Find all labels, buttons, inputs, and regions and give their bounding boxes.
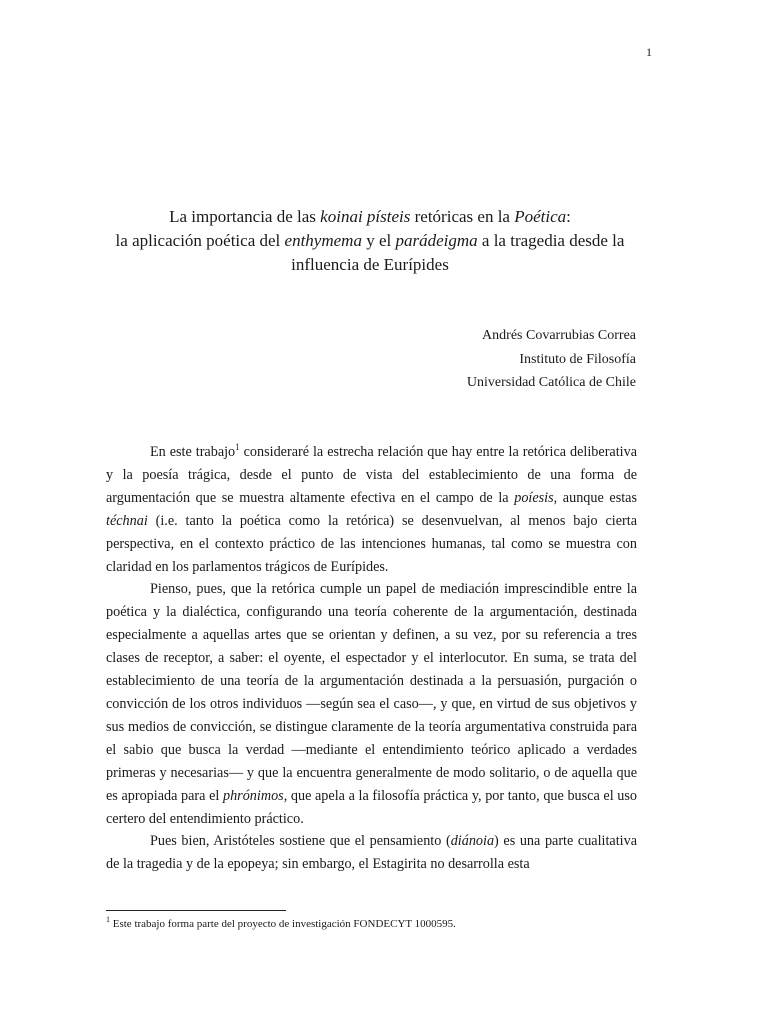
paragraph-1 bbox=[106, 441, 637, 578]
italic-term: phrónimos bbox=[222, 787, 284, 804]
footnote-text: Este trabajo forma parte del proyecto de investigación FONDECYT 1000595. bbox=[110, 918, 456, 930]
title-italic: parádeigma bbox=[395, 231, 478, 250]
page-number: 1 bbox=[646, 45, 652, 59]
document-title bbox=[100, 205, 640, 277]
title-text: La importancia de las bbox=[169, 207, 321, 226]
footnote-divider bbox=[106, 910, 286, 911]
italic-term: diánoia bbox=[450, 833, 495, 850]
footnote-ref: 1 bbox=[235, 442, 240, 452]
text-run: (i.e. tanto la poética como la retórica) se desenvuelvan, al menos bajo cierta perspectiva, en el contexto práctico de las intenciones humanas, tal como se muestra con claridad en los parlamentos trágicos de Eurípides. bbox=[106, 512, 637, 575]
title-italic: enthymema bbox=[284, 231, 362, 250]
title-italic: koinai písteis bbox=[320, 207, 411, 226]
italic-term: poíesis bbox=[514, 489, 554, 506]
text-run: En este trabajo bbox=[150, 444, 236, 460]
text-run: consideraré la estrecha relación que hay entre la retórica deliberativa y la poesía trágica, desde el punto de vista del establecimiento de una forma de argumentación que se muestra altamente efectiva en el campo de la bbox=[106, 444, 637, 506]
author-block bbox=[360, 324, 636, 395]
footnote bbox=[106, 916, 637, 932]
title-text: : bbox=[566, 207, 571, 226]
title-italic: Poética bbox=[514, 207, 567, 226]
author-name: Andrés Covarrubias Correa bbox=[482, 328, 636, 343]
author-university: Universidad Católica de Chile bbox=[466, 375, 636, 390]
text-run: Pienso, pues, que la retórica cumple un papel de mediación imprescindible entre la poética y la dialéctica, configurando una teoría coherente de la argumentación, destinada especialmente a aquellas artes que se orientan y definen, a su vez, por su referencia a tres clases de receptor, a saber: el oyente, el espectador y el interlocutor. En suma, se trata del establecimiento de una teoría de la argumentación destinada a la persuasión, purgación o convicción de los otros individuos —según sea el caso—, y que, en virtud de sus objetivos y sus medios de convicción, se distingue claramente de la teoría argumentativa construida para el sabio que busca la verdad —mediante el entendimiento teórico aplicado a verdades primeras y necesarias— y que la encuentra generalmente de modo solitario, o de aquella que es apropiada para el bbox=[106, 581, 637, 804]
paragraph-2 bbox=[106, 578, 637, 830]
text-run: Pues bien, Aristóteles sostiene que el pensamiento ( bbox=[150, 833, 451, 850]
text-run: , aunque estas bbox=[553, 489, 637, 506]
italic-term: téchnai bbox=[106, 512, 148, 529]
title-text: la aplicación poética del bbox=[115, 231, 285, 250]
paragraph-3 bbox=[106, 830, 637, 876]
author-institute: Instituto de Filosofía bbox=[519, 351, 636, 367]
title-text: retóricas en la bbox=[410, 207, 515, 226]
body-text bbox=[106, 441, 637, 876]
text-run: ) es una parte cualitativa de la tragedia y de la epopeya; sin embargo, el Estagirita no desarrolla esta bbox=[106, 833, 638, 873]
title-text: a la tragedia desde la influencia de Eurípides bbox=[291, 231, 625, 274]
footnote-mark: 1 bbox=[106, 915, 110, 924]
title-text: y el bbox=[361, 231, 396, 250]
text-run: , que apela a la filosofía práctica y, por tanto, que busca el uso certero del entendimiento práctico. bbox=[106, 787, 637, 827]
